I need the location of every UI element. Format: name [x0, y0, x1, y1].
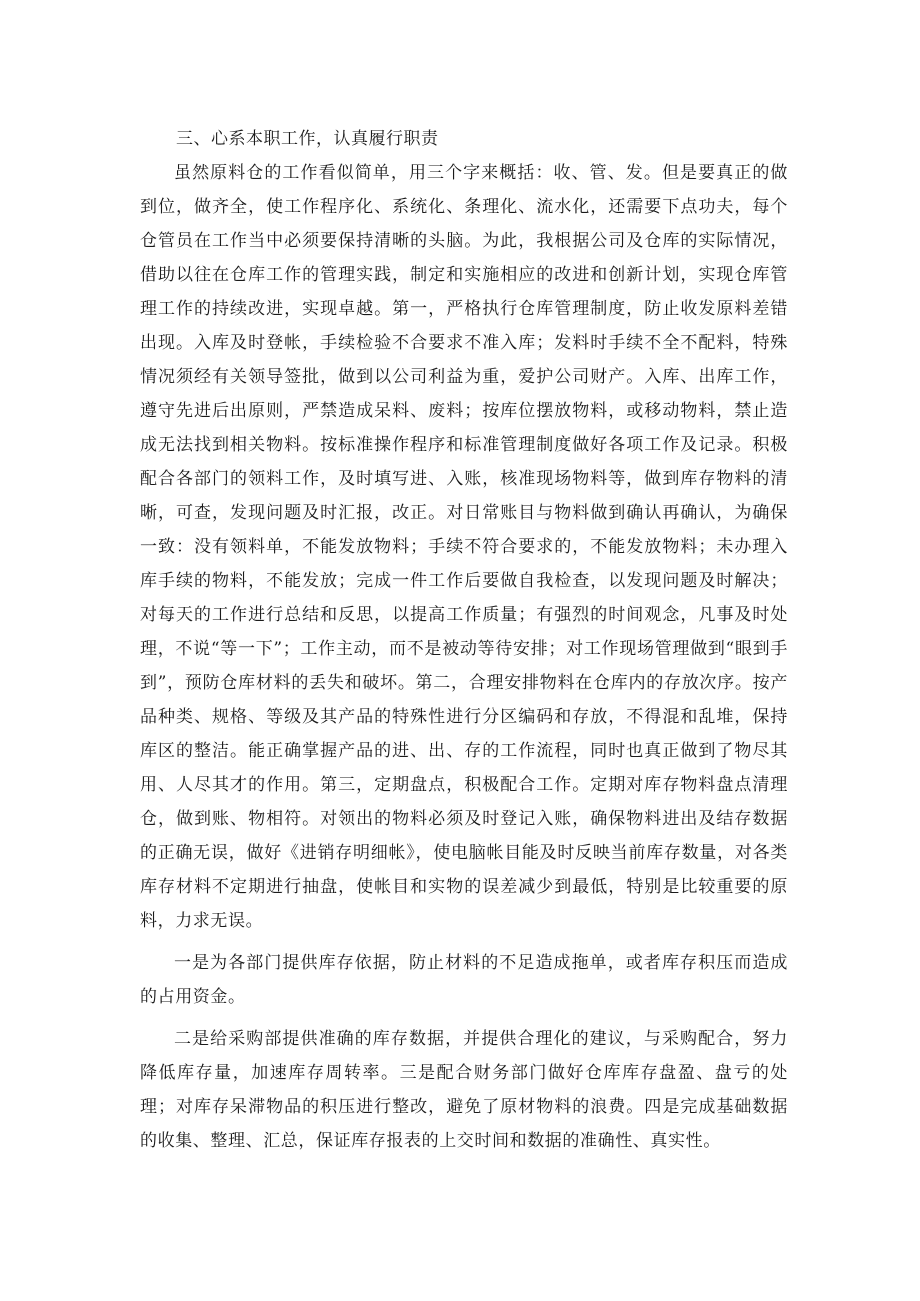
- paragraph-procurement: 二是给采购部提供准确的库存数据，并提供合理化的建议，与采购配合，努力降低库存量，加速库存周转率。三是配合财务部门做好仓库库存盘盈、盘亏的处理；对库存呆滞物品的积压进行整改，避免了原材物料的浪费。四是完成基础数据的收集、整理、汇总，保证库存报表的上交时间和数据的准确性、真实性。: [140, 1029, 788, 1151]
- paragraph-gap: [140, 1014, 788, 1022]
- section-heading: 三、心系本职工作，认真履行职责: [176, 129, 439, 149]
- document-body: [140, 122, 788, 1158]
- paragraph-gap: [140, 938, 788, 946]
- paragraph-main: 虽然原料仓的工作看似简单，用三个字来概括：收、管、发。但是要真正的做到位，做齐全，使工作程序化、系统化、条理化、流水化，还需要下点功夫，每个仓管员在工作当中必须要保持清晰的头脑。为此，我根据公司及仓库的实际情况，借助以往在仓库工作的管理实践，制定和实施相应的改进和创新计划，实现仓库管理工作的持续改进，实现卓越。第一，严格执行仓库管理制度，防止收发原料差错出现。入库及时登帐，手续检验不合要求不准入库；发料时手续不全不配料，特殊情况须经有关领导签批，做到以公司利益为重，爱护公司财产。入库、出库工作，遵守先进后出原则，严禁造成呆料、废料；按库位摆放物料，或移动物料，禁止造成无法找到相关物料。按标准操作程序和标准管理制度做好各项工作及记录。积极配合各部门的领料工作，及时填写进、入账，核准现场物料等，做到库存物料的清晰，可查，发现问题及时汇报，改正。对日常账目与物料做到确认再确认，为确保一致：没有领料单，不能发放物料；手续不符合要求的，不能发放物料；未办理入库手续的物料，不能发放；完成一件工作后要做自我检查，以发现问题及时解决；对每天的工作进行总结和反思，以提高工作质量；有强烈的时间观念，凡事及时处理，不说“等一下”；工作主动，而不是被动等待安排；对工作现场管理做到“眼到手到”，预防仓库材料的丢失和破坏。第二，合理安排物料在仓库内的存放次序。按产品种类、规格、等级及其产品的特殊性进行分区编码和存放，不得混和乱堆，保持库区的整洁。能正确掌握产品的进、出、存的工作流程，同时也真正做到了物尽其用、人尽其才的作用。第三，定期盘点，积极配合工作。定期对库存物料盘点清理仓，做到账、物相符。对领出的物料必须及时登记入账，确保物料进出及结存数据的正确无误，做好《进销存明细帐》，使电脑帐目能及时反映当前库存数量，对各类库存材料不定期进行抽盘，使帐目和实物的误差减少到最低，特别是比较重要的原料，力求无误。: [140, 163, 788, 931]
- paragraph-inventory-basis: 一是为各部门提供库存依据，防止材料的不足造成拖单，或者库存积压而造成的占用资金。: [140, 953, 788, 1007]
